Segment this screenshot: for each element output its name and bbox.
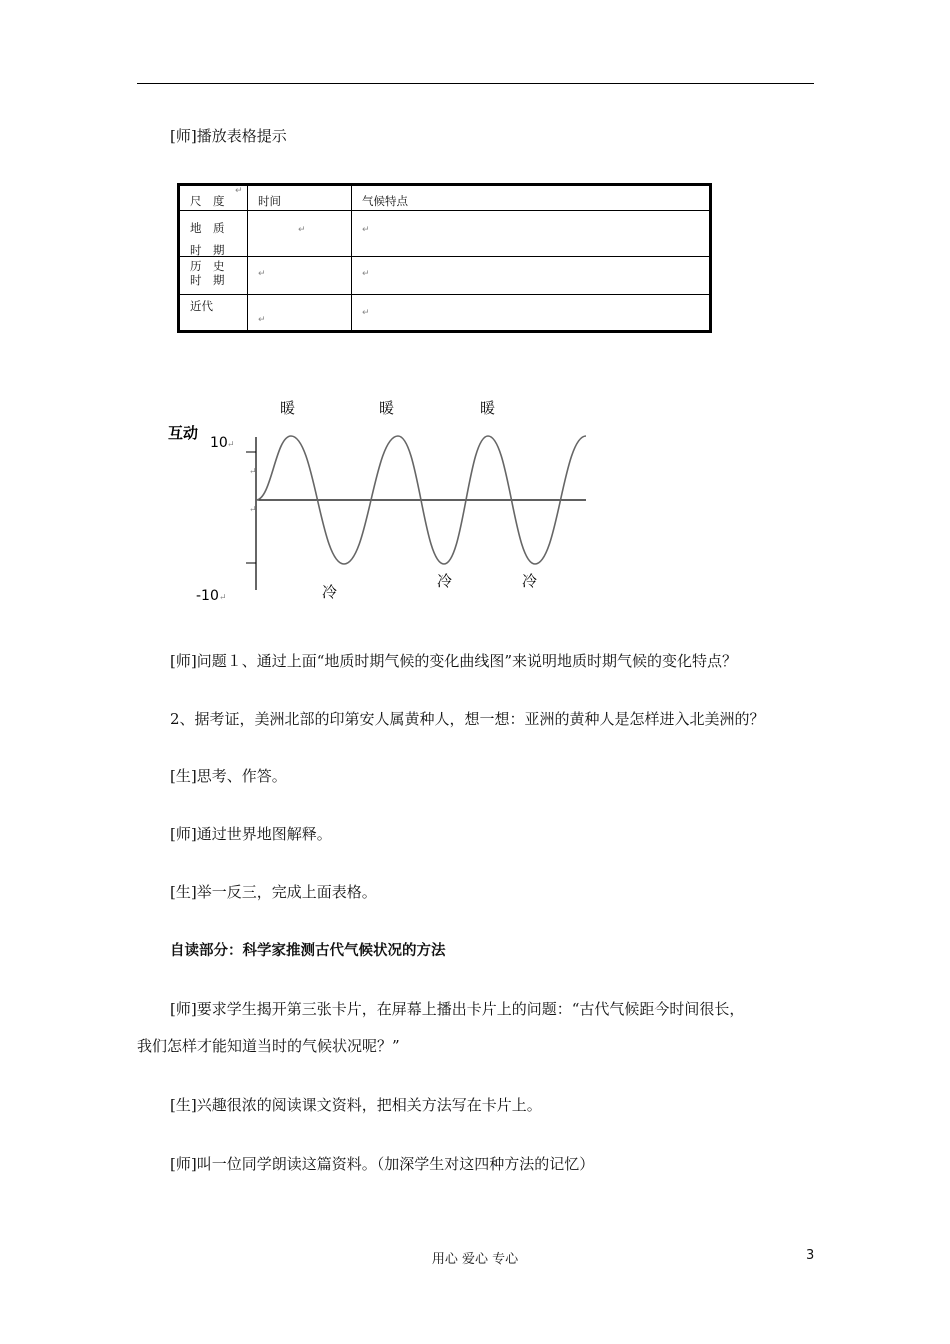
paragraph-student-complete: [生]举一反三，完成上面表格。 — [170, 883, 377, 901]
table-header-scale: 尺 度 ↵ — [179, 185, 248, 211]
climate-table — [177, 183, 712, 333]
y-tick-label-bottom: -10 — [196, 588, 219, 604]
table-row-label: 地 质 时 期 — [179, 211, 248, 257]
table-cell: ↵ — [248, 257, 352, 295]
cold-label: 冷 — [322, 583, 338, 601]
warm-label: 暖 — [280, 399, 296, 417]
return-mark: ↵ — [227, 440, 235, 450]
y-tick-label-top: 10 — [210, 435, 228, 451]
table-cell: ↵ — [352, 257, 711, 295]
cold-label: 冷 — [437, 572, 453, 590]
table-cell: ↵ — [352, 211, 711, 257]
footer-motto: 用心 爱心 专心 — [431, 1252, 519, 1267]
table-cell: ↵ — [248, 295, 352, 332]
table-header-time: 时间 — [248, 185, 352, 211]
return-mark: ↵ — [249, 467, 257, 477]
warm-label: 暖 — [480, 399, 496, 417]
cold-label: 冷 — [522, 572, 538, 590]
paragraph-student-reading: [生]兴趣很浓的阅读课文资料，把相关方法写在卡片上。 — [170, 1096, 542, 1114]
chart-title: 互动 — [168, 424, 199, 442]
table-header-climate: 气候特点 — [352, 185, 711, 211]
table-row-label: 近代 — [179, 295, 248, 332]
paragraph-table-prompt: [师]播放表格提示 — [170, 127, 287, 145]
table-row-label: 历 史 时 期 — [179, 257, 248, 295]
return-mark: ↵ — [219, 593, 227, 603]
section-heading: 自读部分：科学家推测古代气候状况的方法 — [170, 943, 446, 959]
paragraph-question-2: 2、据考证，美洲北部的印第安人属黄种人，想一想：亚洲的黄种人是怎样进入北美洲的？ — [170, 710, 765, 728]
paragraph-card-question-line2: 我们怎样才能知道当时的气候状况呢？” — [137, 1037, 400, 1055]
page-number: 3 — [806, 1248, 815, 1263]
paragraph-question-1: [师]问题１、通过上面“地质时期气候的变化曲线图”来说明地质时期气候的变化特点？ — [170, 652, 738, 670]
paragraph-student-answer: [生]思考、作答。 — [170, 767, 287, 785]
table-cell: ↵ — [352, 295, 711, 332]
table-cell: ↵ — [248, 211, 352, 257]
return-mark: ↵ — [249, 505, 257, 515]
climate-curve-chart — [160, 385, 600, 610]
paragraph-teacher-explain: [师]通过世界地图解释。 — [170, 825, 332, 843]
paragraph-card-question-line1: [师]要求学生揭开第三张卡片，在屏幕上播出卡片上的问题：“古代气候距今时间很长， — [170, 1000, 745, 1018]
paragraph-teacher-reading: [师]叫一位同学朗读这篇资料。（加深学生对这四种方法的记忆） — [170, 1155, 595, 1173]
warm-label: 暖 — [379, 399, 395, 417]
header-rule — [137, 83, 814, 84]
